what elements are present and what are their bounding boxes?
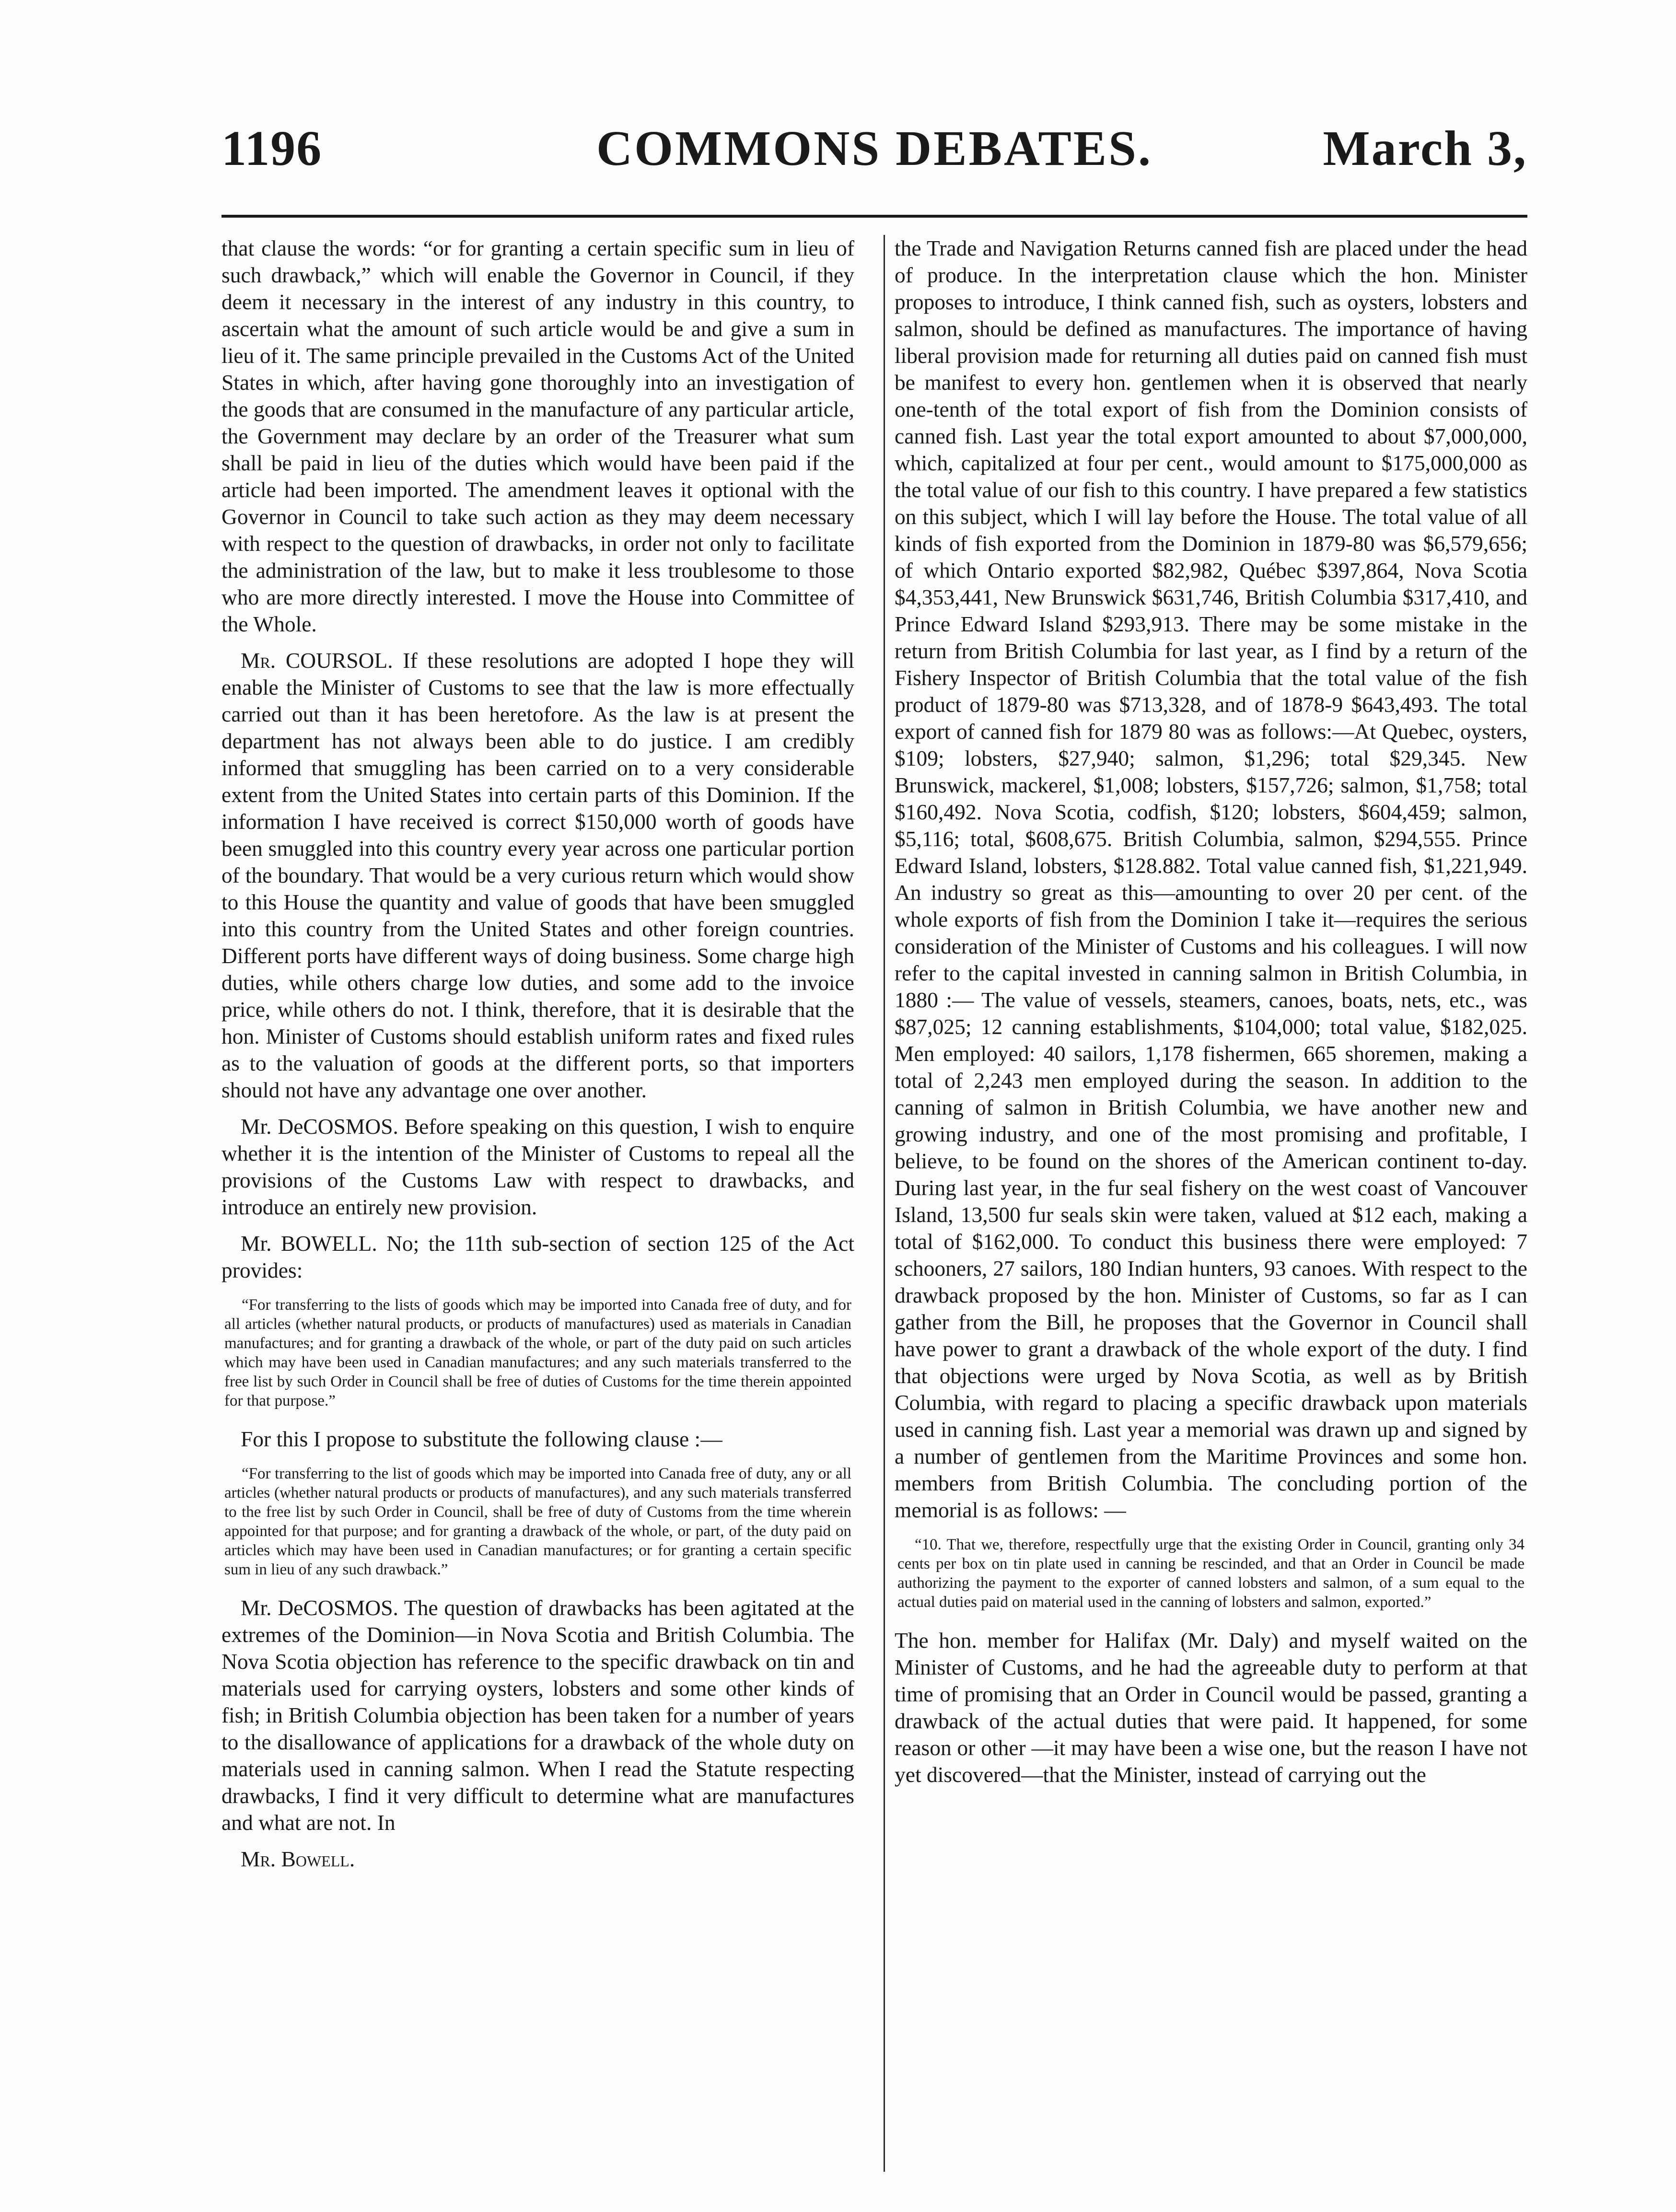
paragraph: that clause the words: “or for granting a certain specific sum in lieu of such drawback,” which will enable the Governor in Council, if they deem it necessary in the interest of any industry in this country, to ascertain what the amount of such article would be and give a sum in lieu of it. The same principle prevailed in the Customs Act of the United States in which, after having gone thoroughly into an investigation of the goods that are consumed in the manufacture of any particular article, the Government may declare by an order of the Treasurer what sum shall be paid in lieu of the duties which would have been paid if the article had been imported. The amendment leaves it optional with the Governor in Council to take such action as they may deem necessary with respect to the question of drawbacks, in order not only to facilitate the administration of the law, but to make it less troublesome to those who are more directly interested. I move the House into Committee of the Whole. [221,236,854,636]
paragraph [221,1595,854,1836]
left-column [221,235,854,1882]
speaker-name: Mr. DeCOSMOS. [241,1114,398,1139]
paragraph: The hon. member for Halifax (Mr. Daly) and myself waited on the Minister of Customs, and he had the agreeable duty to perform at that time of promising that an Order in Council would be passed, granting a drawback of the actual duties that were paid. It happened, for some reason or other —it may have been a wise one, but the reason I have not yet discovered—that the Minister, instead of carrying out the [895,1628,1527,1787]
page-number: 1196 [221,121,323,176]
speech-text: If these resolutions are adopted I hope they will enable the Minister of Customs to see that the law is more effectually carried out than it has been heretofore. As the law is at present the department has not always been able to do justice. I am credibly informed that smuggling has been carried on to a very considerable extent from the United States into certain parts of this Dominion. If the information I have received is correct $150,000 worth of goods have been smuggled into this country every year across one particular portion of the boundary. That would be a very curious return which would show to this House the quantity and value of goods that have been smuggled into this country from the United States and other foreign countries. Different ports have different ways of doing business. Some charge high duties, while others charge low duties, and some add to the invoice price, while others do not. I think, therefore, that it is desirable that the hon. Minister of Customs should establish uniform rates and fixed rules as to the valuation of goods at the different ports, so that importers should not have any advantage one over another. [221,648,854,1102]
speaker-name: Mr. DeCOSMOS. [241,1595,398,1620]
speech-text: Before speaking on this question, I wish to enquire whether it is the intention of the Minister of Customs to repeal all the provisions of the Customs Law with respect to drawbacks, and introduce an entirely new provision. [221,1114,854,1219]
page-date: March 3, [1323,121,1527,176]
paragraph: For this I propose to substitute the following clause :— [241,1427,722,1451]
paragraph [221,647,854,1104]
speaker-name: Mr. BOWELL. [241,1231,377,1256]
page-title: COMMONS DEBATES. [596,121,1152,176]
block-quote: “For transferring to the list of goods which may be imported into Canada free of duty, any or all articles (whether natural products or products of manufactures), and any such materials transferred to the free list by such Order in Council, shall be free of duty of Customs from the time wherein appointed for that purpose; and for granting a drawback of the whole, or part, of the duty paid on articles which may have been used in Canadian manufactures; or for granting a certain specific sum in lieu of any such drawback.” [224,1465,851,1578]
paragraph [221,1113,854,1221]
speech-text: No; the 11th sub-section of section 125 of the Act provides: [221,1231,855,1282]
column-divider [884,235,885,2172]
speaker-name: Mr. COURSOL. [241,648,393,673]
paragraph: the Trade and Navigation Returns canned fish are placed under the head of produce. In the interpretation clause which the hon. Minister proposes to introduce, I think canned fish, such as oysters, lobsters and salmon, should be defined as manufactures. The importance of having liberal provision made for returning all duties paid on canned fish must be manifest to every hon. gentlemen when it is observed that nearly one-tenth of the total export of fish from the Dominion consists of canned fish. Last year the total export amounted to about $7,000,000, which, capitalized at four per cent., would amount to $175,000,000 as the total value of our fish to this country. I have prepared a few statistics on this subject, which I will lay before the House. The total value of all kinds of fish exported from the Dominion in 1879-80 was $6,579,656; of which Ontario exported $82,982, Québec $397,864, Nova Scotia $4,353,441, New Brunswick $631,746, British Columbia $317,410, and Prince Edward Island $293,913. There may be some mistake in the return from British Columbia for last year, as I find by a return of the Fishery Inspector of British Columbia that the total value of the fish product of 1879-80 was $713,328, and of 1878-9 $643,493. The total export of canned fish for 1879 80 was as follows:—At Quebec, oysters, $109; lobsters, $27,940; salmon, $1,296; total $29,345. New Brunswick, mackerel, $1,008; lobsters, $157,726; salmon, $1,758; total $160,492. Nova Scotia, codfish, $120; lobsters, $604,459; salmon, $5,116; total, $608,675. British Columbia, salmon, $294,555. Prince Edward Island, lobsters, $128.882. Total value canned fish, $1,221,949. An industry so great as this—amounting to over 20 per cent. of the whole exports of fish from the Dominion I take it—requires the serious consideration of the Minister of Customs and his colleagues. I will now refer to the capital invested in canning salmon in British Columbia, in 1880 :— The value of vessels, steamers, canoes, boats, nets, etc., was $87,025; 12 canning establishments, $104,000; total value, $182,025. Men employed: 40 sailors, 1,178 fishermen, 665 shoremen, making a total of 2,243 men employed during the season. In addition to the canning of salmon in British Columbia, we have another new and growing industry, and one of the most promising and profitable, I believe, to be found on the shores of the American continent to-day. During last year, in the fur seal fishery on the west coast of Vancouver Island, 13,500 fur seals skin were taken, valued at $12 each, making a total of $162,000. To conduct this business there were employed: 7 schooners, 27 sailors, 180 Indian hunters, 93 canoes. With respect to the drawback proposed by the hon. Minister of Customs, so far as I can gather from the Bill, he proposes that the Governor in Council shall have power to grant a drawback of the whole export of the duty. I find that objections were urged by Nova Scotia, as well as by British Columbia, with regard to placing a specific drawback upon materials used in canning fish. Last year a memorial was drawn up and signed by a number of gentlemen from the Maritime Provinces and some hon. members from British Columbia. The concluding portion of the memorial is as follows: — [895,236,1527,1522]
speaker-signature: Mr. Bowell. [241,1847,355,1871]
right-column [895,235,1527,1798]
paragraph [221,1230,854,1284]
speech-text: The question of drawbacks has been agitated at the extremes of the Dominion—in Nova Scotia and British Columbia. The Nova Scotia objection has reference to the specific drawback on tin and materials used for carrying oysters, lobsters and some other kinds of fish; in British Columbia objection has been taken for a number of years to the disallowance of applications for a drawback of the whole duty on materials used in canning salmon. When I read the Statute respecting drawbacks, I find it very difficult to determine what are manufactures and what are not. In [221,1595,854,1835]
page-header [221,114,1527,186]
header-rule [221,215,1527,218]
block-quote: “10. That we, therefore, respectfully urge that the existing Order in Council, granting only 34 cents per box on tin plate used in canning be rescinded, and that an Order in Council be made authorizing the payment to the exporter of canned lobsters and salmon, of a sum equal to the actual duties paid on material used in the canning of lobsters and salmon, exported.” [897,1536,1525,1611]
block-quote: “For transferring to the lists of goods which may be imported into Canada free of duty, and for all articles (whether natural products, or products of manufactures) used as materials in Canadian manufactures; and for granting a drawback of the whole, or part of the duty paid on such articles which may have been used in Canadian manufactures; and any such materials transferred to the free list by such Order in Council shall be free of duties of Customs for the time therein appointed for that purpose.” [224,1296,851,1409]
